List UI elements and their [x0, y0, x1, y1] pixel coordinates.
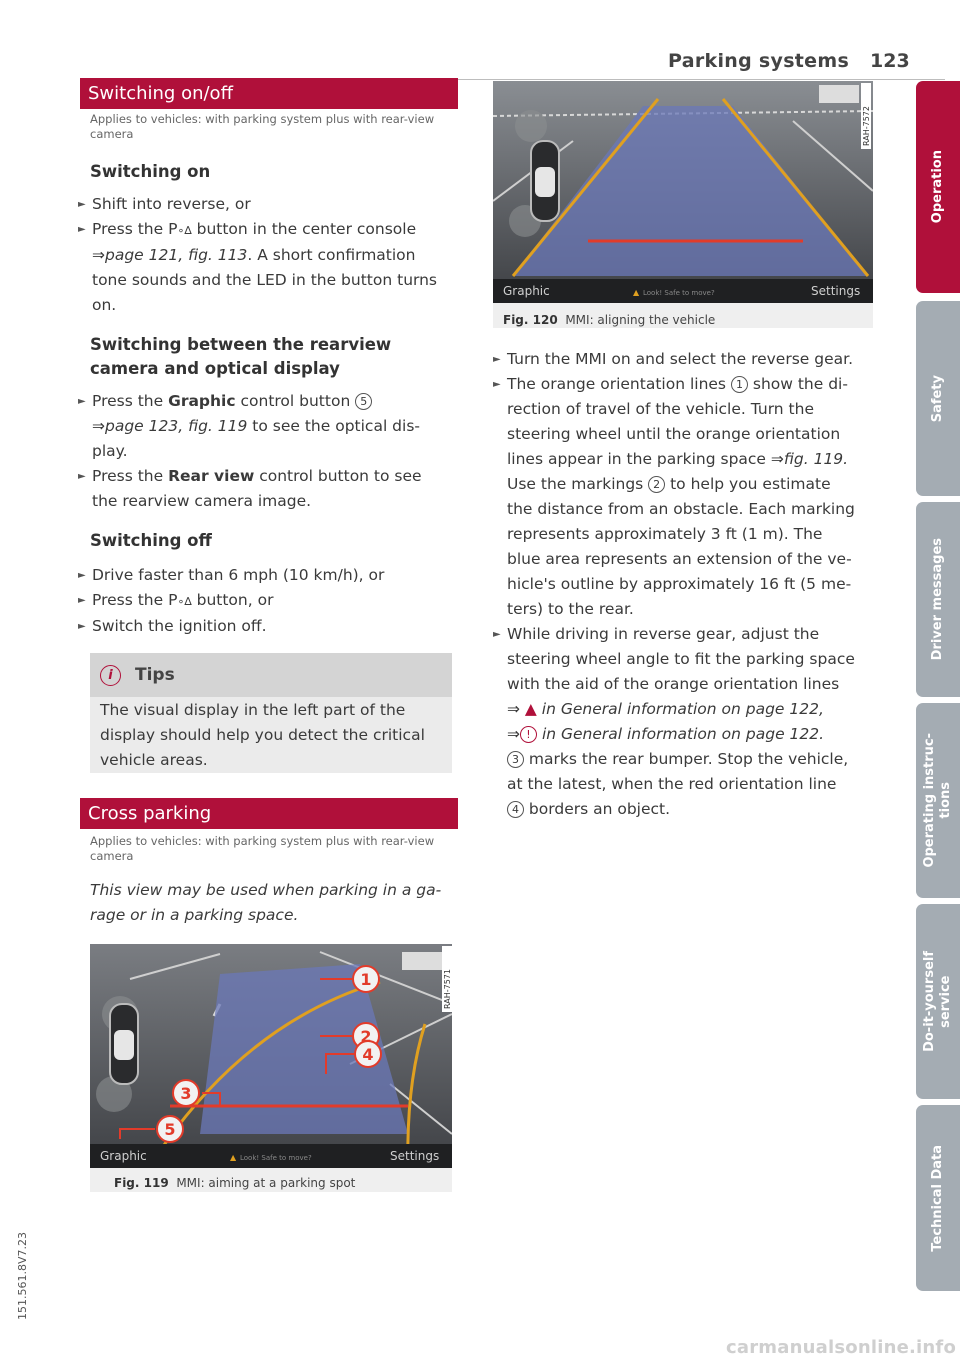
- callout-label: 3: [180, 1084, 192, 1103]
- list-item: ► The orange orientation lines 1 show the di- rection of travel of the vehicle. Turn the steering wheel until the orange orientation lines appear in the parking space ⇒fig. 119. Use the markings 2 to help you estimate the distance from an obstacle. Each marking represents approximately 3 ft (1 m). The blue area represents an extension of the ve- hicle's outline by approximately 16 ft (5 me- ters) to the rear.: [493, 372, 878, 622]
- figure-120-image: [493, 81, 873, 303]
- camera-mode-icon: [819, 85, 841, 103]
- tab-operation[interactable]: Operation: [916, 81, 960, 293]
- section-title-cross-parking: Cross parking: [80, 798, 458, 829]
- figure-119-image: [90, 944, 452, 1168]
- margin-code: 151.561.8V7.23: [16, 1232, 29, 1320]
- arrow-icon: ⇒: [507, 700, 525, 718]
- info-icon: i: [100, 665, 121, 686]
- applies-note-2: Applies to vehicles: with parking system plus with rear-view camera: [90, 834, 435, 863]
- bullet-arrow-icon: ►: [78, 595, 86, 606]
- chapter-tabs: [916, 81, 960, 1291]
- callout-label: 4: [362, 1045, 374, 1064]
- tab-operating-instructions[interactable]: Operating instruc- tions: [916, 703, 960, 898]
- figure-120-caption: Fig. 120 MMI: aligning the vehicle: [503, 313, 716, 327]
- xref-general-info-warning[interactable]: in General information on page 122,: [541, 700, 824, 718]
- list-item: ► Press the Graphic control button 5 ⇒page 123, fig. 119 to see the optical dis- play.: [78, 389, 458, 464]
- bullet-arrow-icon: ►: [493, 629, 501, 640]
- page-number: 123: [870, 50, 910, 72]
- xref-fig-119[interactable]: ⇒fig. 119.: [770, 450, 849, 468]
- warning-text: Look! Safe to move?: [643, 289, 715, 297]
- right-instructions: [493, 347, 878, 822]
- callout-label: 2: [360, 1027, 372, 1046]
- bullet-arrow-icon: ►: [493, 354, 501, 365]
- camera-mode-icon: [841, 85, 859, 103]
- parking-button-symbol-icon: ∘∆: [177, 595, 192, 608]
- cross-parking-intro: This view may be used when parking in a ga- rage or in a parking space.: [90, 881, 442, 924]
- bullet-arrow-icon: ►: [78, 621, 86, 632]
- tab-technical-data[interactable]: Technical Data: [916, 1105, 960, 1291]
- heading-switching-between: Switching between the rearview camera and optical display: [90, 335, 392, 378]
- list-item: ► Press the P∘∆ button in the center console ⇒page 121, fig. 113. A short confirmation tone sounds and the LED in the button turns on.: [78, 217, 458, 318]
- section-title-switching: Switching on/off: [80, 78, 458, 109]
- warning-icon: ▲: [524, 700, 537, 718]
- callout-3: 3: [507, 751, 524, 768]
- xref-page-121[interactable]: ⇒page 121, fig. 113: [92, 246, 248, 264]
- graphic-button[interactable]: Graphic: [503, 284, 550, 298]
- parking-button-symbol-icon: ∘∆: [177, 224, 192, 237]
- tab-do-it-yourself[interactable]: Do-it-yourself service: [916, 904, 960, 1099]
- callout-4: 4: [507, 801, 524, 818]
- list-item: ► While driving in reverse gear, adjust the steering wheel angle to fit the parking space with the aid of the orange orientation lines ⇒ ▲ in General information on page 122, ⇒ ! in General information on page 122. 3 marks the rear bumper. Stop the vehicle, at the latest, when the red orientation line 4 borders an object.: [493, 622, 878, 822]
- bullet-arrow-icon: ►: [78, 396, 86, 407]
- arrow-icon: ⇒: [507, 725, 520, 743]
- bullet-arrow-icon: ►: [493, 379, 501, 390]
- switching-between-list: [78, 389, 458, 514]
- tips-heading: i Tips: [90, 653, 452, 697]
- warning-triangle-icon: ▲: [230, 1153, 237, 1162]
- figure-119-caption: Fig. 119 MMI: aiming at a parking spot: [114, 1176, 356, 1190]
- warning-text: Look! Safe to move?: [240, 1154, 312, 1162]
- callout-label: 1: [360, 970, 372, 989]
- notice-icon: !: [520, 726, 537, 743]
- camera-mode-icon: [426, 952, 444, 970]
- settings-button[interactable]: Settings: [390, 1149, 440, 1163]
- figure-119: [90, 944, 452, 1192]
- callout-5: 5: [355, 393, 372, 410]
- tab-safety[interactable]: Safety: [916, 301, 960, 496]
- bullet-arrow-icon: ►: [78, 570, 86, 581]
- tips-text: The visual display in the left part of the display should help you detect the critical vehicle areas.: [100, 701, 425, 769]
- settings-button[interactable]: Settings: [811, 284, 861, 298]
- graphic-button[interactable]: Graphic: [100, 1149, 147, 1163]
- warning-triangle-icon: ▲: [633, 288, 640, 297]
- heading-switching-on: Switching on: [90, 162, 211, 181]
- list-item: ► Turn the MMI on and select the reverse gear.: [493, 347, 878, 372]
- figure-120: [493, 81, 873, 328]
- tab-driver-messages[interactable]: Driver messages: [916, 502, 960, 697]
- switching-on-list: [78, 192, 458, 318]
- heading-switching-off: Switching off: [90, 531, 212, 550]
- running-header-title: Parking systems: [668, 50, 850, 72]
- switching-off-list: [78, 563, 458, 639]
- figure-code: RAH-7572: [862, 106, 871, 146]
- bullet-arrow-icon: ►: [78, 199, 86, 210]
- figure-code: RAH-7571: [443, 969, 452, 1009]
- tips-box: [90, 653, 452, 773]
- callout-2: 2: [648, 476, 665, 493]
- xref-general-info-notice[interactable]: in General information on page 122.: [541, 725, 825, 743]
- list-item: ► Press the P∘∆ button, or: [78, 588, 458, 614]
- list-item: ► Switch the ignition off.: [78, 614, 458, 639]
- callout-label: 5: [164, 1120, 176, 1139]
- watermark: carmanualsonline.info: [726, 1337, 957, 1358]
- list-item: ► Drive faster than 6 mph (10 km/h), or: [78, 563, 458, 588]
- xref-page-123[interactable]: ⇒page 123, fig. 119: [92, 417, 248, 435]
- list-item: ► Shift into reverse, or: [78, 192, 458, 217]
- bullet-arrow-icon: ►: [78, 471, 86, 482]
- camera-mode-icon: [402, 952, 426, 970]
- bullet-arrow-icon: ►: [78, 224, 86, 235]
- applies-note-1: Applies to vehicles: with parking system plus with rear-view camera: [90, 112, 435, 141]
- list-item: ► Press the Rear view control button to see the rearview camera image.: [78, 464, 458, 514]
- callout-1: 1: [731, 376, 748, 393]
